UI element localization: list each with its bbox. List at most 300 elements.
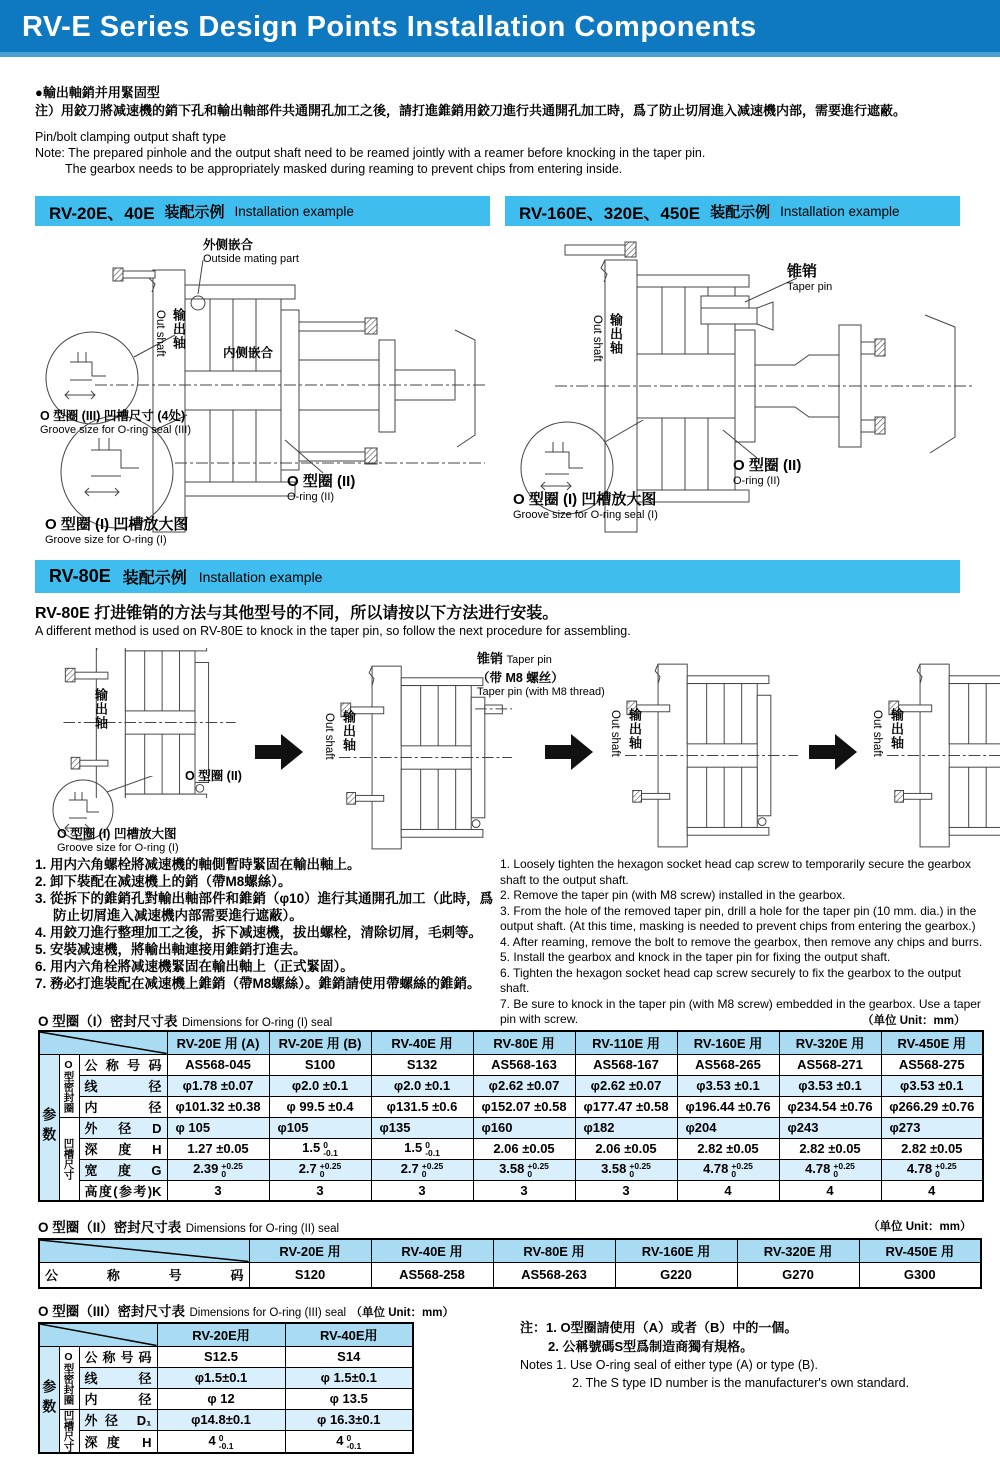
rect-decorative (185, 482, 295, 496)
label-oring2 (733, 454, 801, 487)
arrow-right-icon (809, 734, 857, 770)
span-decorative: -0.1 (425, 1147, 440, 1158)
rect-decorative (701, 296, 749, 308)
table-cell: 3 (167, 1180, 269, 1201)
side-header: 参数 (39, 1054, 59, 1201)
note-en2: 2. The S type ID number is the manufacturer's own standard. (572, 1376, 910, 1390)
span-decorative: 1.5 (404, 1140, 423, 1156)
column-header: RV-20E 用 (A) (167, 1031, 269, 1054)
table-cell: 3 (269, 1180, 371, 1201)
procedure-list-en (500, 857, 992, 1028)
row-header: 内 径 (79, 1388, 157, 1409)
table-title-zh: O 型圈（II）密封尺寸表 (38, 1220, 182, 1235)
tr-decorative (39, 1431, 413, 1453)
row-header: 公称号码 (79, 1346, 157, 1367)
line-decorative (40, 1032, 167, 1054)
span-decorative: 锥销 (477, 651, 504, 666)
table-cell: φ135 (371, 1117, 473, 1138)
tr-decorative (39, 1075, 983, 1096)
span-decorative (347, 1434, 362, 1450)
table-cell (371, 1138, 473, 1159)
table-cell: φ182 (575, 1117, 677, 1138)
label-zh: O 型圈 (II) (185, 769, 242, 783)
path-decorative (925, 315, 955, 453)
table-cell: S12.5 (157, 1346, 285, 1367)
procedure-step: 7. 務必打進裝配在减速機上錐銷（帶M8螺絲）。錐銷請使用帶螺絲的錐銷。 (35, 976, 481, 991)
step-diagram-4 (859, 648, 1000, 856)
path-decorative (70, 352, 106, 380)
diagonal-line (40, 1324, 157, 1346)
column-header: RV-20E 用 (B) (269, 1031, 371, 1054)
span-decorative: 2.7 (298, 1161, 317, 1177)
label-outshaft-en: Out shaft (591, 315, 603, 362)
row-header: 线 径 (79, 1367, 157, 1388)
rect-decorative (875, 417, 885, 434)
table1-unit: （单位 Unit：mm） (862, 1015, 966, 1027)
table2-unit: （单位 Unit：mm） (868, 1221, 972, 1233)
procedure-step: 2. 卸下裝配在减速機上的銷（帶M8螺絲）。 (35, 874, 292, 889)
use-decorative (625, 664, 798, 847)
rect-decorative (637, 418, 735, 490)
thead-decorative (39, 1239, 981, 1262)
step-diagram-2 (305, 648, 605, 856)
table-cell (575, 1159, 677, 1180)
label-outshaft-zh: 输出轴 (171, 308, 186, 350)
label-en: Taper pin (with M8 thread) (477, 686, 605, 698)
span-decorative: -0.1 (323, 1147, 338, 1158)
column-header: RV-20E 用 (249, 1239, 371, 1262)
section-title-zh: 装配示例 (122, 570, 187, 587)
column-header: RV-20E用 (157, 1323, 285, 1346)
procedure-step: 1. 用内六角螺栓將减速機的軸側暫時緊固在輸出軸上。 (35, 857, 361, 872)
section-model: RV-160E、320E、450E (519, 203, 701, 223)
table-cell: G300 (859, 1262, 981, 1288)
span-decorative: 4.78 (906, 1161, 933, 1177)
table-cell: φ234.54 ±0.76 (779, 1096, 881, 1117)
diagonal-line (40, 1032, 167, 1054)
rect-decorative (365, 448, 377, 464)
column-header: RV-320E 用 (737, 1239, 859, 1262)
line-decorative (107, 776, 163, 792)
thead-decorative (39, 1323, 413, 1346)
table1-title (38, 1010, 332, 1031)
table-cell: S120 (249, 1262, 371, 1288)
rect-decorative (875, 339, 885, 356)
table-cell (779, 1159, 881, 1180)
column-header: RV-160E 用 (615, 1239, 737, 1262)
procedure-list-zh (35, 856, 497, 992)
line-decorative (40, 1240, 249, 1262)
table-cell: φ105 (269, 1117, 371, 1138)
footnotes (520, 1318, 909, 1392)
oring3-dimensions-table (38, 1322, 414, 1454)
table-cell: φ273 (881, 1117, 983, 1138)
span-decorative: 0 (218, 1432, 224, 1443)
group-header: 凹槽尺寸 (59, 1117, 79, 1201)
intro-bullet-zh: ●輸出軸銷并用緊固型 (35, 85, 160, 100)
path-decorative (65, 391, 95, 399)
span-decorative: 0 (935, 1168, 940, 1179)
procedure-step: 3. From the hole of the removed taper pin, drill a hole for the taper pin (10 mm. dia.) in the output shaft. (At this time, masking is needed to prevent chips from entering the gearbox.) (500, 903, 977, 933)
row-header: 外径 D₁ (79, 1409, 157, 1431)
span-decorative: 2.39 (193, 1161, 219, 1177)
table-cell: φ 12 (157, 1388, 285, 1409)
label-outshaft-en: Out shaft (323, 713, 335, 760)
table-cell: 1.27 ±0.05 (167, 1138, 269, 1159)
table-cell: φ204 (677, 1117, 779, 1138)
label-outside-mating (203, 235, 299, 265)
procedure-step: 4. 用鉸刀進行整理加工之後，拆下减速機，拔出螺栓，清除切屑，毛刺等。 (35, 925, 483, 940)
table2-title (38, 1216, 339, 1237)
label-en: O-ring (II) (733, 475, 781, 487)
table-corner-cell (39, 1239, 249, 1262)
span-decorative (425, 1141, 440, 1157)
table-cell: AS568-265 (677, 1054, 779, 1075)
table-cell: φ 105 (167, 1117, 269, 1138)
table-cell: 3 (473, 1180, 575, 1201)
span-decorative (320, 1162, 342, 1178)
label-oring1 (513, 488, 658, 521)
table-cell: 2.06 ±0.05 (575, 1138, 677, 1159)
oring1-dimensions-table (38, 1030, 984, 1202)
span-decorative (221, 1162, 243, 1178)
table-cell (473, 1159, 575, 1180)
tbody-decorative (39, 1262, 981, 1288)
table-cell: 2.06 ±0.05 (473, 1138, 575, 1159)
rv80e-desc-zh: RV-80E 打进锥销的方法与其他型号的不同，所以请按以下方法进行安装。 (35, 605, 559, 622)
table-corner-cell (39, 1031, 167, 1054)
rect-decorative (861, 342, 875, 354)
rect-decorative (365, 318, 377, 334)
procedure-step: 5. 安裝减速機，將輸出軸連接用錐銷打進去。 (35, 942, 307, 957)
label-oring1 (57, 824, 179, 854)
table-cell: 3 (371, 1180, 473, 1201)
group-header: 凹槽尺寸 (59, 1409, 79, 1453)
polygon-decorative (809, 734, 857, 770)
intro-type-en: Pin/bolt clamping output shaft type (35, 130, 227, 144)
label-oring3 (40, 406, 191, 436)
section-header-rv80e (35, 560, 960, 593)
label-zh: 锥销 (787, 263, 818, 280)
label-outshaft-zh: 输出轴 (627, 708, 642, 750)
label-zh: O 型圈 (I) 凹槽放大图 (45, 516, 189, 533)
label-zh: 内侧嵌合 (223, 346, 274, 360)
span-decorative: 1.5 (302, 1140, 321, 1156)
span-decorative: +0.25 (421, 1160, 444, 1171)
table-cell: φ2.62 ±0.07 (575, 1075, 677, 1096)
column-header: RV-450E 用 (881, 1031, 983, 1054)
row-header: 深度 H (79, 1431, 157, 1453)
label-zh: O 型圈 (II) (733, 457, 802, 474)
label-outshaft-en: Out shaft (609, 710, 621, 757)
label-zh: O 型圈 (I) 凹槽放大图 (57, 827, 177, 841)
oring2-dimensions-table (38, 1238, 982, 1289)
diagonal-line (40, 1240, 249, 1262)
use-decorative (887, 664, 1000, 847)
row-header: 公称号码 (79, 1054, 167, 1075)
label-en: O-ring (II) (287, 491, 335, 503)
note-zh1: 注：1. O型圈請使用（A）或者（B）中的一個。 (520, 1320, 798, 1335)
table-cell (157, 1431, 285, 1453)
rect-decorative (861, 420, 875, 432)
step-diagram-1 (35, 648, 253, 856)
procedure-step: 5. Install the gearbox and knock in the taper pin for fixing the output shaft. (500, 950, 891, 964)
rect-decorative (565, 245, 625, 255)
table-cell: φ 16.3±0.1 (285, 1409, 413, 1431)
span-decorative (731, 1162, 753, 1178)
table-cell: 3 (575, 1180, 677, 1201)
table-cell: 4 (677, 1180, 779, 1201)
span-decorative (527, 1162, 549, 1178)
table-cell: φ196.44 ±0.76 (677, 1096, 779, 1117)
table3-title (38, 1300, 454, 1321)
table-cell (269, 1159, 371, 1180)
span-decorative: 4.78 (805, 1161, 831, 1177)
section-title-en: Installation example (234, 203, 354, 219)
table-cell: G220 (615, 1262, 737, 1288)
table-cell: φ 99.5 ±0.4 (269, 1096, 371, 1117)
table-cell: φ152.07 ±0.58 (473, 1096, 575, 1117)
span-decorative: 0 (833, 1168, 839, 1179)
label-inside-mating (223, 343, 273, 361)
label-oring2 (185, 766, 242, 784)
table-cell: φ243 (779, 1117, 881, 1138)
column-header: RV-40E 用 (371, 1239, 493, 1262)
span-decorative: 0 (731, 1168, 737, 1179)
span-decorative: 0 (421, 1168, 427, 1179)
label-outshaft-en: Out shaft (871, 710, 883, 757)
side-header: 参数 (39, 1346, 59, 1453)
arrow-right-icon (255, 734, 303, 770)
procedure-step: 4. After reaming, remove the bolt to remove the gearbox, then remove any chips and burrs. (500, 934, 983, 949)
table-cell (285, 1431, 413, 1453)
row-header: 线 径 (79, 1075, 167, 1096)
diagram-rv20e40e (35, 230, 493, 555)
rect-decorative (299, 452, 365, 461)
label-taper-pin-m8 (477, 648, 605, 698)
table-cell (167, 1159, 269, 1180)
table-cell: G270 (737, 1262, 859, 1288)
table-cell: φ14.8±0.1 (157, 1409, 285, 1431)
table-title-en: Dimensions for O-ring (I) seal (181, 1017, 333, 1029)
table3-unit: （单位 Unit：mm） (350, 1307, 454, 1319)
intro-note-en1: Note: The prepared pinhole and the output shaft need to be reamed jointly with a reamer before knocking in the taper pin. (35, 146, 706, 160)
table-cell: 2.82 ±0.05 (779, 1138, 881, 1159)
column-header: RV-40E用 (285, 1323, 413, 1346)
table-cell (269, 1138, 371, 1159)
row-header: 外 径 D (79, 1117, 167, 1138)
table-cell: S100 (269, 1054, 371, 1075)
span-decorative: 2.7 (400, 1161, 419, 1177)
label-outshaft-zh: 输出轴 (608, 313, 623, 355)
section-title-zh: 装配示例 (164, 203, 225, 221)
row-header: 宽 度 G (79, 1159, 167, 1180)
div-decorative (35, 129, 970, 177)
label-taper-pin (787, 260, 832, 293)
tbody-decorative (39, 1054, 983, 1201)
span-decorative (629, 1162, 651, 1178)
label-en: Outside mating part (203, 253, 299, 265)
table-title-zh: O 型圈（I）密封尺寸表 (38, 1014, 178, 1029)
span-decorative: +0.25 (833, 1160, 855, 1171)
label-outshaft-zh: 输出轴 (889, 708, 904, 750)
tr-decorative (39, 1367, 413, 1388)
rect-decorative (485, 705, 503, 714)
section-model: RV-80E (49, 566, 111, 586)
procedure-step: 2. Remove the taper pin (with M8 screw) installed in the gearbox. (500, 888, 846, 902)
line-decorative (40, 1324, 157, 1346)
section-title-zh: 装配示例 (710, 203, 771, 221)
column-header: RV-80E 用 (473, 1031, 575, 1054)
span-decorative: 0 (425, 1139, 430, 1150)
tr-decorative (39, 1262, 981, 1288)
table-cell: φ 13.5 (285, 1388, 413, 1409)
label-outshaft-en: Out shaft (154, 310, 166, 357)
procedure-step: 3. 從拆下的錐銷孔對輸出軸部件和錐銷（φ10）進行其通開孔加工（此時，爲防止切屑進入减速機内部需要進行遮蔽）。 (35, 891, 494, 923)
path-decorative (69, 792, 99, 818)
rect-decorative (701, 308, 757, 324)
path-decorative (545, 442, 583, 474)
table-cell (677, 1159, 779, 1180)
thead-decorative (39, 1031, 983, 1054)
note-zh2: 2. 公稱號碼S型爲制造商獨有規格。 (548, 1339, 754, 1354)
table-cell: φ3.53 ±0.1 (881, 1075, 983, 1096)
label-zh: O 型圈 (III) 凹槽尺寸 (4处) (40, 409, 186, 423)
table-cell: φ2.62 ±0.07 (473, 1075, 575, 1096)
polygon-decorative (255, 734, 303, 770)
label-oring2 (287, 470, 355, 503)
step-drawing (625, 656, 800, 856)
tbody-decorative (39, 1346, 413, 1453)
span-decorative: Taper pin (506, 654, 552, 666)
span-decorative: 4 (336, 1433, 344, 1449)
tr-decorative (39, 1323, 413, 1346)
span-decorative: +0.25 (319, 1160, 342, 1171)
label-en: Groove size for O-ring (I) (45, 534, 167, 546)
span-decorative: 0 (346, 1432, 352, 1443)
rv80e-desc-en: A different method is used on RV-80E to knock in the taper pin, so follow the next procedure for assembling. (35, 624, 631, 638)
label-zh: 外侧嵌合 (203, 238, 254, 252)
table-cell: φ3.53 ±0.1 (677, 1075, 779, 1096)
section-header-rv20e40e (35, 196, 490, 226)
span-decorative: 0 (221, 1168, 227, 1179)
span-decorative: +0.25 (527, 1160, 549, 1171)
column-header: RV-320E 用 (779, 1031, 881, 1054)
table-cell: φ 1.5±0.1 (285, 1367, 413, 1388)
tr-decorative (39, 1239, 981, 1262)
arrow-right-icon (545, 734, 593, 770)
table-cell: 2.82 ±0.05 (677, 1138, 779, 1159)
path-decorative (455, 330, 475, 447)
procedure-step: 6. 用内六角栓將减速機緊固在輸出軸上（正式緊固）。 (35, 959, 354, 974)
row-header: 内 径 (79, 1096, 167, 1117)
procedure-step: 7. Be sure to knock in the taper pin (with M8 screw) embedded in the gearbox. Use a taper pin with screw. (500, 996, 981, 1026)
span-decorative: 4 (208, 1433, 216, 1449)
span-decorative (833, 1162, 855, 1178)
label-oring1 (45, 513, 188, 546)
table-cell: AS568-275 (881, 1054, 983, 1075)
span-decorative: +0.25 (935, 1160, 957, 1171)
span-decorative (935, 1162, 957, 1178)
step-diagram-3 (595, 648, 807, 856)
intro-note-zh: 注）用鉸刀將减速機的銷下孔和輸出軸部件共通開孔加工之後，請打進錐銷用鉸刀進行共通開孔加工時，爲了防止切屑進入减速機内部，需要進行遮蔽。 (35, 103, 907, 118)
label-en: Groove size for O-ring (I) (57, 842, 179, 854)
table-cell: AS568-271 (779, 1054, 881, 1075)
label-zh: O 型圈 (II) (287, 473, 356, 490)
table-cell: φ266.29 ±0.76 (881, 1096, 983, 1117)
span-decorative: 0 (527, 1168, 533, 1179)
polygon-decorative (545, 734, 593, 770)
label-en: Groove size for O-ring seal (I) (513, 509, 658, 521)
span-decorative: -0.1 (346, 1440, 362, 1451)
tr-decorative (39, 1054, 983, 1075)
rect-decorative (281, 310, 299, 470)
span-decorative: 3.58 (601, 1161, 627, 1177)
rect-decorative (379, 340, 395, 432)
section-model: RV-20E、40E (49, 203, 155, 223)
tr-decorative (39, 1159, 983, 1180)
table-cell: φ2.0 ±0.1 (269, 1075, 371, 1096)
group-header: O型密封圈 (59, 1054, 79, 1117)
group-header: O型密封圈 (59, 1346, 79, 1409)
span-decorative: -0.1 (218, 1440, 234, 1451)
tr-decorative (39, 1409, 413, 1431)
rect-decorative (123, 271, 155, 278)
span-decorative: +0.25 (731, 1160, 753, 1171)
table-corner-cell (39, 1323, 157, 1346)
span-decorative: 0 (629, 1168, 635, 1179)
table-cell: 4 (779, 1180, 881, 1201)
span-decorative: 4.78 (703, 1161, 729, 1177)
tr-decorative (39, 1117, 983, 1138)
label-zh: （带 M8 螺丝） (477, 671, 564, 685)
rect-decorative (625, 242, 636, 257)
table-cell: φ101.32 ±0.38 (167, 1096, 269, 1117)
diagram-rv160e (505, 230, 985, 555)
table-cell: φ3.53 ±0.1 (779, 1075, 881, 1096)
table-cell: AS568-163 (473, 1054, 575, 1075)
step-drawing (887, 656, 1000, 856)
table-cell: φ177.47 ±0.58 (575, 1096, 677, 1117)
label-zh: O 型圈 (I) 凹槽放大图 (513, 491, 657, 508)
label-en: Groove size for O-ring seal (III) (40, 424, 191, 436)
row-header: 深 度 H (79, 1138, 167, 1159)
span-decorative (219, 1434, 234, 1450)
table-cell (881, 1159, 983, 1180)
table-title-en: Dimensions for O-ring (II) seal (185, 1223, 340, 1235)
intro-notes (35, 84, 970, 177)
label-outshaft-zh: 输出轴 (93, 688, 108, 730)
table-cell: 2.82 ±0.05 (881, 1138, 983, 1159)
table-title-zh: O 型圈（III）密封尺寸表 (38, 1304, 186, 1319)
note-en1: Notes 1. Use O-ring seal of either type (A) or type (B). (520, 1358, 819, 1372)
table-cell: φ1.5±0.1 (157, 1367, 285, 1388)
column-header: RV-450E 用 (859, 1239, 981, 1262)
table-cell: AS568-258 (371, 1262, 493, 1288)
section-title-en: Installation example (780, 203, 900, 219)
path-decorative (91, 438, 139, 476)
table-cell: AS568-263 (493, 1262, 615, 1288)
intro-note-en2: The gearbox needs to be appropriately masked during reaming to prevent chips from entering inside. (65, 162, 623, 176)
table-cell: AS568-167 (575, 1054, 677, 1075)
rv80e-step-strip (35, 648, 965, 856)
column-header: RV-110E 用 (575, 1031, 677, 1054)
page-title-banner: RV-E Series Design Points Installation Components (0, 0, 1000, 57)
tr-decorative (39, 1031, 983, 1054)
row-header: 公 称 号 码 (39, 1262, 249, 1288)
table-cell: φ160 (473, 1117, 575, 1138)
span-decorative: +0.25 (221, 1160, 243, 1171)
